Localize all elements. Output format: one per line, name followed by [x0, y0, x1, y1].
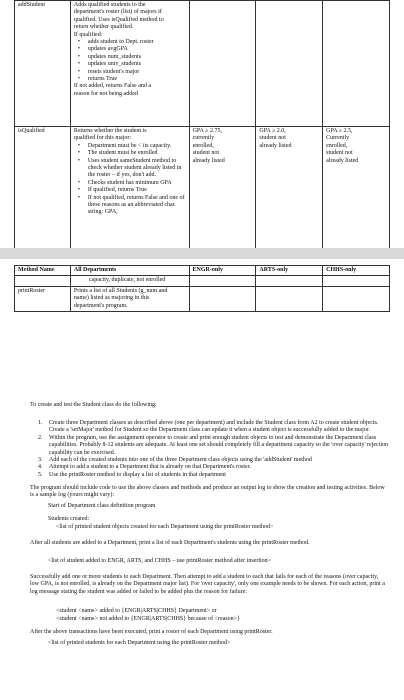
list-item: • updates univ_students: [74, 61, 186, 68]
page-separator: [0, 248, 404, 259]
log-line-after-insert: <list of student added to ENGR, ARTS, and CHHS – use printRoster method after insertion>: [48, 558, 272, 564]
chhs-line: Currently: [326, 135, 350, 142]
list-item: • updates avgGPA: [74, 46, 186, 53]
column-header-method: Method Name: [15, 266, 71, 276]
desc-line: return whether qualified.: [73, 24, 134, 31]
arts-cell: [256, 286, 323, 311]
table-row: [15, 127, 390, 249]
instructions-intro: To create and test the Student class do the following:: [30, 402, 157, 408]
list-item: [38, 420, 392, 435]
arts-cell: [256, 1, 323, 127]
column-header-all-departments: All Departments: [70, 266, 189, 276]
method-description-cell: [70, 276, 189, 286]
continuation-text: capacity, duplicate, not enrolled: [88, 277, 166, 284]
desc-line: Prints a list of all Students (g_num and: [73, 287, 168, 294]
log-line-not-added: <student <name> not added to {ENGR|ARTS|CHHS} because of <reason>}: [56, 616, 240, 622]
log-line-created: Students created:: [48, 516, 90, 522]
methods-table-header: [14, 265, 390, 312]
arts-cell: [256, 276, 323, 286]
list-item: • Department must be < its capacity.: [74, 143, 186, 150]
desc-line: Returns whether the student is: [73, 128, 147, 134]
step-number: 3.: [38, 457, 43, 464]
desc-line: reason for not being added: [73, 90, 138, 97]
method-name-cell: printRoster: [15, 286, 71, 311]
chhs-line: enrolled,: [326, 142, 348, 149]
list-item: • Checks student has minimum GPA: [74, 180, 186, 187]
list-item: • Uses student sameStudent method to check whether student already listed in the roster – if yes, don't add.: [74, 158, 186, 180]
list-item: • resets student's major: [74, 69, 186, 76]
chhs-cell: [323, 1, 390, 127]
engr-line: already listed: [192, 157, 225, 164]
output-paragraph: The program should include code to use the above classes and methods and produce an output log to show the creation and testing activities. Below is a sample log (yours might vary):: [30, 485, 385, 499]
list-item: [38, 435, 392, 457]
chhs-line: student not: [326, 150, 353, 157]
document-page-1: [0, 0, 404, 248]
desc-line: qualified. Uses isQualified method to: [73, 16, 164, 23]
success-paragraph: Successfully add one or more students to each Department. Then attempt to add a student to each that fails for each of the reasons (over capacity, low GPA, is not enrolled, is already on the Department major list). For 'over capacity', only one example needs to be shown. For each action, print a log message stating the student was added or failed to be added plus the reason for failure:: [30, 574, 385, 595]
engr-cell: [189, 1, 256, 127]
list-item: [38, 457, 392, 464]
bullet-list: [74, 39, 186, 83]
table-row: [15, 276, 390, 286]
method-description-cell: [70, 286, 189, 311]
list-item: • If qualified, returns True: [74, 187, 186, 194]
desc-line: Adds qualified students to the: [73, 2, 146, 8]
list-item: • updates num_students: [74, 54, 186, 61]
desc-line: If not added, returns False and a: [73, 83, 152, 90]
table-row: [15, 286, 390, 311]
final-paragraph: After the above transactions have been executed, print a roster of each Department using printRoster.: [30, 629, 273, 635]
document-page-2: [0, 259, 404, 700]
method-name-cell: addStudent: [15, 1, 71, 127]
engr-cell: [189, 276, 256, 286]
log-line-added: <student <name> added to {ENGR|ARTS|CHHS} Department> or: [56, 608, 217, 614]
log-line-final: <list of printed students for each Department using the printRoster method>: [48, 640, 231, 646]
arts-line: student not: [259, 135, 286, 142]
engr-cell: [189, 127, 256, 249]
engr-line: student not: [192, 150, 220, 157]
step-number: 4.: [38, 464, 43, 471]
arts-line: GPA ≥ 2.0,: [259, 128, 286, 134]
step-text: Add each of the created students into one of the three Department class objects using the 'addStudent' method: [49, 457, 312, 464]
step-text: Create three Department classes as described above (one per department) and include the Student class from A2 to create student objects. Create a 'setMajor' method for Student so the Department class can update it when a student object is successfully added to the major.: [49, 420, 379, 434]
list-item: • adds student to Dept. roster: [74, 39, 186, 46]
method-name-cell: isQualified: [15, 127, 71, 249]
list-item: [38, 472, 392, 479]
desc-line: department's program.: [73, 302, 128, 309]
desc-line: department's roster (list) of majors if: [73, 9, 162, 16]
engr-cell: [189, 286, 256, 311]
table-header-row: [15, 266, 390, 276]
step-number: 1.: [38, 420, 43, 426]
engr-line: enrolled,: [192, 142, 214, 149]
list-item: • returns True: [74, 76, 186, 83]
methods-table-continued: [14, 0, 390, 249]
desc-line: qualified for this major:: [73, 135, 132, 142]
table-row: [15, 1, 390, 127]
log-line-start: Start of Department class definition program: [48, 503, 156, 509]
chhs-cell: [323, 286, 390, 311]
method-name-cell: [15, 276, 71, 286]
engr-line: GPA ≥ 2.75,: [192, 128, 222, 134]
step-number: 5.: [38, 471, 43, 478]
step-text: Use the printRoster method to display a list of students in that department: [49, 471, 226, 478]
list-item: • The student must be enrolled: [74, 150, 186, 157]
list-item: • If not qualified, returns False and one of these reasons as an abbreviated char. string: GPA,: [74, 195, 186, 217]
chhs-line: already listed: [326, 157, 359, 164]
list-item: [38, 464, 392, 471]
desc-line: If qualified:: [73, 31, 103, 38]
instruction-steps: [38, 420, 392, 479]
arts-cell: [256, 127, 323, 249]
column-header-chhs: CHHS-only: [323, 266, 390, 276]
column-header-engr: ENGR-only: [189, 266, 256, 276]
desc-line: name) listed as majoring in this: [73, 295, 150, 302]
column-header-arts: ARTS-only: [256, 266, 323, 276]
step-text: Attempt to add a student to a Department that is already on that Department's roster.: [49, 464, 251, 471]
bullet-list: [74, 143, 186, 217]
chhs-cell: [323, 276, 390, 286]
engr-line: currently: [192, 135, 215, 142]
step-text: Within the program, use the assignment operator to create and print enough student objects to test and demonstrate the Department class capabilities. Probably 8-12 students are adequate. At least one set should completely fill a department capacity so the 'over capacity' rejection capability can be exercised.: [49, 434, 389, 456]
method-description-cell: [70, 127, 189, 249]
chhs-line: GPA ≥ 2.5,: [326, 128, 353, 134]
log-line-printed: <list of printed student objects created for each Department using the printRoster method>: [56, 524, 274, 530]
method-description-cell: [70, 1, 189, 127]
chhs-cell: [323, 127, 390, 249]
arts-line: already listed: [259, 142, 292, 149]
step-number: 2.: [38, 434, 43, 441]
after-added-paragraph: After all students are added to a Department, print a list of each Department's students using the printRoster method.: [30, 540, 310, 546]
